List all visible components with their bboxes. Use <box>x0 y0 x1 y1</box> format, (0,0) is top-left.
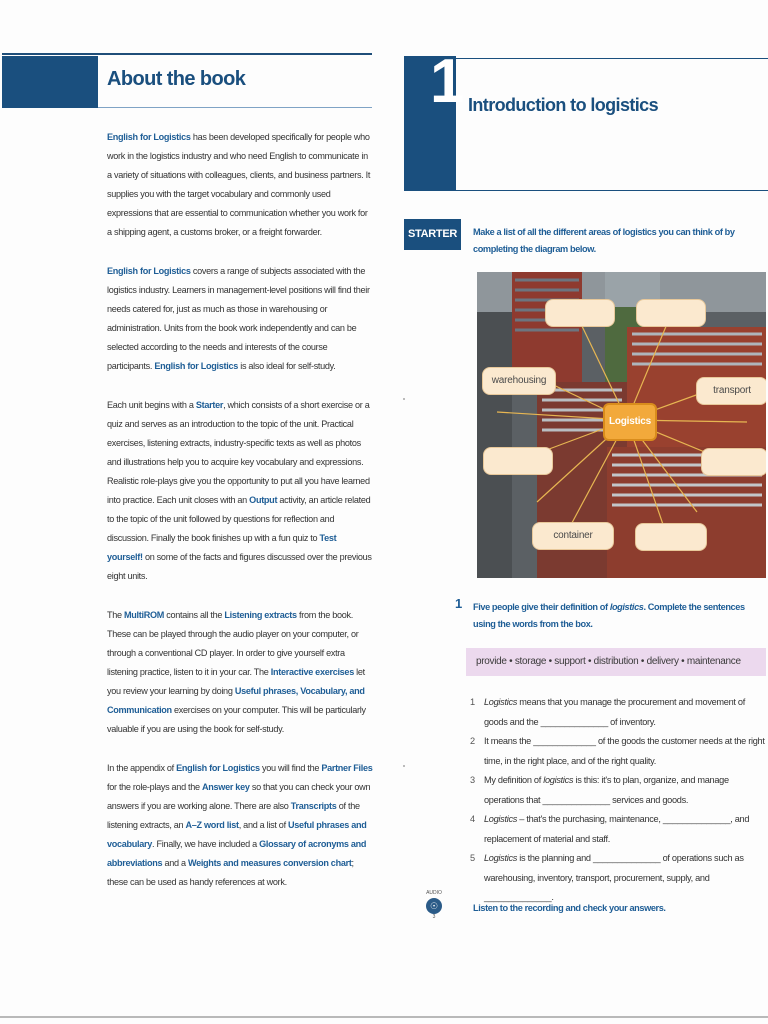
item-italic-text: logistics <box>543 775 574 785</box>
cd-icon: ☉ <box>426 898 442 914</box>
paragraph-text: from the book. These can be played through the audio player on your computer, or through a conventional CD player. In order to give yourself extra listening practice, listen to it in your car. The <box>107 610 359 677</box>
highlighted-term: Output <box>249 495 278 505</box>
paragraph-text: , and a list of <box>238 820 289 830</box>
paragraph-text: ; these can be used as handy references at work. <box>107 858 354 887</box>
diagram-node-container: container <box>532 522 614 550</box>
highlighted-term: Starter <box>195 400 224 410</box>
exercise-instruction <box>473 599 768 633</box>
item-text: My definition of <box>484 775 544 785</box>
item-italic-text: Logistics <box>484 697 518 707</box>
starter-label: STARTER <box>404 219 461 250</box>
highlighted-term: Test yourself! <box>107 533 337 562</box>
paragraph-text: covers a range of subjects associated with the logistics industry. Learners in management-level positions will find their needs catered for, just as much as those in warehousing or administration. Units from the book work independently and can be selected according to the needs and interests of the course participants. <box>107 266 370 371</box>
item-text: is the planning and ______________ of operations such as warehousing, inventory, transport, procurement, supply, and ______________. <box>484 853 744 902</box>
paragraph-text: The <box>107 610 124 620</box>
item-italic-text: Logistics <box>484 853 518 863</box>
about-the-book-text <box>107 128 373 912</box>
highlighted-term: A–Z word list <box>185 820 239 830</box>
margin-mark <box>403 398 405 400</box>
about-paragraph <box>107 759 373 892</box>
item-number: 1 <box>470 697 475 707</box>
exercise-instruction-end: . Complete the sentences using the words from the box. <box>473 602 745 629</box>
train-wagons-photo-diagram <box>477 272 766 578</box>
unit-number: 1 <box>430 47 465 116</box>
about-paragraph <box>107 262 373 376</box>
highlighted-term: Interactive exercises <box>270 667 354 677</box>
audio-marker <box>423 890 445 920</box>
paragraph-text: , which consists of a short exercise or a quiz and serves as an introduction to the topic of the unit. Practical exercises, listening extracts, industry-specific texts as well as photos and illustrations help you to acquire key vocabulary and expressions. Realistic role-plays give you the opportunity to put all you have learned into practice. Each unit closes with an <box>107 400 370 505</box>
left-page-top-rule <box>2 53 372 55</box>
paragraph-text: In the appendix of <box>107 763 177 773</box>
exercise-item <box>470 771 768 810</box>
paragraph-text: . Finally, we have included a <box>152 839 260 849</box>
highlighted-term: Partner Files <box>321 763 373 773</box>
diagram-node-warehousing: warehousing <box>482 367 556 395</box>
paragraph-text: so that you can check your own answers if you are working alone. There are also <box>107 782 371 811</box>
left-page-header-bar <box>2 56 98 108</box>
exercise-item <box>470 849 768 908</box>
paragraph-text: has been developed specifically for people who work in the logistics industry and who need English to communicate in a variety of situations with colleagues, clients, and business partners. It supplies you with the target vocabulary and commonly used expressions that are essential to communication whether you work for a shipping agent, a customs broker, or a freight forwarder. <box>107 132 371 237</box>
highlighted-term: English for Logistics <box>176 763 260 773</box>
unit-title-rule <box>456 190 768 191</box>
item-text: is this: it's to plan, organize, and manage operations that ______________ services and goods. <box>484 775 729 805</box>
paragraph-text: is also ideal for self-study. <box>238 361 336 371</box>
about-paragraph <box>107 128 373 242</box>
diagram-node-transport: transport <box>696 377 766 405</box>
highlighted-term: English for Logistics <box>107 132 191 142</box>
item-italic-text: Logistics <box>484 814 518 824</box>
exercise-item <box>470 732 768 771</box>
highlighted-term: Answer key <box>202 782 250 792</box>
item-text: – that's the purchasing, maintenance, ______________, and replacement of material and staff. <box>484 814 750 844</box>
highlighted-term: Listening extracts <box>224 610 297 620</box>
paragraph-text: and a <box>162 858 188 868</box>
left-page-title-rule <box>98 107 372 108</box>
paragraph-text: activity, an article related to the topic of the unit followed by questions for reflection and discussion. Finally the book finishes up with a fun quiz to <box>107 495 371 543</box>
item-text: It means the _____________ of the goods the customer needs at the right time, in the right place, and of the right quality. <box>484 736 765 766</box>
highlighted-term: English for Logistics <box>154 361 238 371</box>
highlighted-term: Useful phrases and vocabulary <box>107 820 367 849</box>
about-paragraph <box>107 396 373 586</box>
item-number: 4 <box>470 814 475 824</box>
margin-mark <box>403 765 405 767</box>
exercise-item <box>470 693 768 732</box>
highlighted-term: Transcripts <box>290 801 337 811</box>
highlighted-term: Glossary of acronyms and abbreviations <box>107 839 367 868</box>
highlighted-term: English for Logistics <box>107 266 191 276</box>
item-number: 2 <box>470 736 475 746</box>
exercise-items <box>470 693 768 908</box>
paragraph-text: of the listening extracts, an <box>107 801 360 830</box>
page-bottom-edge <box>0 1016 768 1018</box>
audio-label: AUDIO <box>426 890 442 896</box>
listen-instruction: Listen to the recording and check your answers. <box>473 903 666 913</box>
item-number: 5 <box>470 853 475 863</box>
exercise-number: 1 <box>455 596 463 611</box>
highlighted-term: MultiROM <box>124 610 165 620</box>
diagram-node-top-right <box>636 299 706 327</box>
diagram-node-top-left <box>545 299 615 327</box>
item-number: 3 <box>470 775 475 785</box>
diagram-center-logistics: Logistics <box>603 403 657 441</box>
exercise-instruction-keyword: logistics <box>609 602 644 612</box>
highlighted-term: Weights and measures conversion chart <box>187 858 352 868</box>
paragraph-text: Each unit begins with a <box>107 400 196 410</box>
about-paragraph <box>107 606 373 739</box>
exercise-instruction-start: Five people give their definition of <box>473 602 610 612</box>
paragraph-text: let you review your learning by doing <box>107 667 365 696</box>
paragraph-text: you will find the <box>259 763 322 773</box>
exercise-item <box>470 810 768 849</box>
paragraph-text: for the role-plays and the <box>107 782 203 792</box>
about-the-book-title: About the book <box>107 68 246 90</box>
diagram-node-bottom-right <box>635 523 707 551</box>
starter-instruction: Make a list of all the different areas of logistics you can think of by completing the diagram below. <box>473 227 735 254</box>
highlighted-term: Useful phrases, Vocabulary, and Communication <box>107 686 365 715</box>
paragraph-text: exercises on your computer. This will be particularly valuable if you are using the book for self-study. <box>107 705 366 734</box>
audio-track-number: 3 <box>432 914 436 920</box>
paragraph-text: contains all the <box>164 610 225 620</box>
unit-title: Introduction to logistics <box>468 95 658 115</box>
diagram-node-mid-left <box>483 447 553 475</box>
paragraph-text: on some of the facts and figures discussed over the previous eight units. <box>107 552 372 581</box>
word-box: provide • storage • support • distribution • delivery • maintenance <box>466 648 766 676</box>
diagram-node-mid-right <box>701 448 766 476</box>
item-text: means that you manage the procurement and movement of goods and the ______________ of inventory. <box>484 697 745 727</box>
